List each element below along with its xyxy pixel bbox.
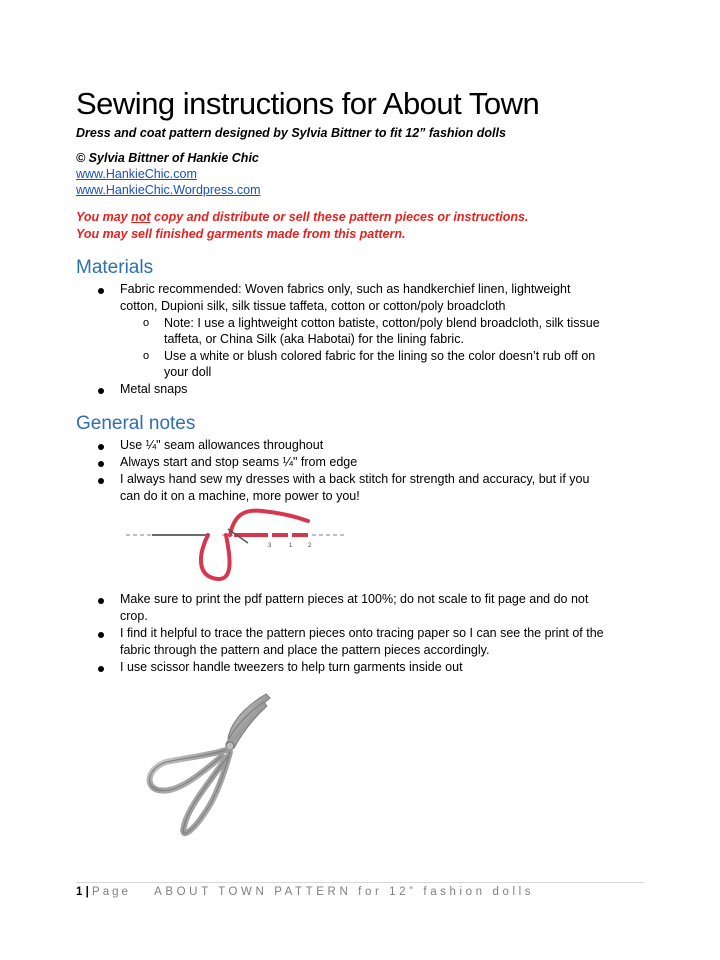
subtitle: Dress and coat pattern designed by Sylvia Bittner to fit 12” fashion dolls xyxy=(76,126,506,140)
sub-bullet-icon: o xyxy=(143,317,150,329)
bullet-icon xyxy=(98,288,104,294)
list-item-trace-line-2: fabric through the pattern and place the pattern pieces accordingly. xyxy=(120,643,490,657)
list-item-snaps: Metal snaps xyxy=(120,382,188,396)
page-title: Sewing instructions for About Town xyxy=(76,86,540,121)
bullet-icon xyxy=(98,461,104,467)
tweezers-illustration xyxy=(140,688,280,848)
sub-item-lining-line-1: Use a white or blush colored fabric for the lining so the color doesn’t rub off on xyxy=(164,349,596,363)
list-item-print-line-2: crop. xyxy=(120,609,148,623)
warning-text: copy and distribute or sell these pattern pieces or instructions. xyxy=(150,210,529,224)
footer-divider xyxy=(76,882,644,883)
bullet-icon xyxy=(98,478,104,484)
page-footer xyxy=(76,886,534,898)
list-item-back-stitch-line-1: I always hand sew my dresses with a back stitch for strength and accuracy, but if you xyxy=(120,472,590,486)
page-number: 1 xyxy=(76,886,83,898)
warning-text: You may xyxy=(76,210,132,224)
copyright-notice: © Sylvia Bittner of Hankie Chic xyxy=(76,151,259,165)
website-link[interactable]: www.HankieChic.com xyxy=(76,167,197,181)
sub-item-lining-line-2: your doll xyxy=(164,365,212,379)
back-stitch-illustration xyxy=(122,505,348,585)
bullet-icon xyxy=(98,444,104,450)
bullet-icon xyxy=(98,666,104,672)
page-word: Page xyxy=(92,886,131,898)
list-item-trace-line-1: I find it helpful to trace the pattern pieces onto tracing paper so I can see the print of the xyxy=(120,626,604,640)
stitch-label: 3 xyxy=(268,543,272,549)
sub-item-note-line-2: taffeta, or China Silk (aka Habotai) for the lining fabric. xyxy=(164,332,464,346)
list-item-back-stitch-line-2: can do it on a machine, more power to you! xyxy=(120,489,360,503)
bullet-icon xyxy=(98,388,104,394)
sub-item-note-line-1: Note: I use a lightweight cotton batiste, cotton/poly blend broadcloth, silk tissue xyxy=(164,316,600,330)
warning-emphasis: not xyxy=(131,210,151,224)
section-heading-materials: Materials xyxy=(76,257,154,278)
list-item-fabric-line-1: Fabric recommended: Woven fabrics only, such as handkerchief linen, lightweight xyxy=(120,282,571,296)
list-item-seam-allowance: Use ¼" seam allowances throughout xyxy=(120,438,324,452)
section-heading-general-notes: General notes xyxy=(76,413,196,434)
bullet-icon xyxy=(98,598,104,604)
stitch-label: 1 xyxy=(289,543,293,549)
blog-link[interactable]: www.HankieChic.Wordpress.com xyxy=(76,183,261,197)
footer-text: ABOUT TOWN PATTERN for 12” fashion dolls xyxy=(154,886,535,898)
list-item-print-line-1: Make sure to print the pdf pattern pieces at 100%; do not scale to fit page and do not xyxy=(120,592,589,606)
copyright-warning-line-1 xyxy=(76,210,528,224)
stitch-label: 2 xyxy=(308,543,312,549)
footer-separator: | xyxy=(85,886,89,898)
list-item-start-stop: Always start and stop seams ¼" from edge xyxy=(120,455,358,469)
list-item-tweezers: I use scissor handle tweezers to help turn garments inside out xyxy=(120,660,463,674)
bullet-icon xyxy=(98,632,104,638)
sub-bullet-icon: o xyxy=(143,350,150,362)
list-item-fabric-line-2: cotton, Dupioni silk, silk tissue taffeta, cotton or cotton/poly broadcloth xyxy=(120,299,506,313)
copyright-warning-line-2: You may sell finished garments made from this pattern. xyxy=(76,227,406,241)
